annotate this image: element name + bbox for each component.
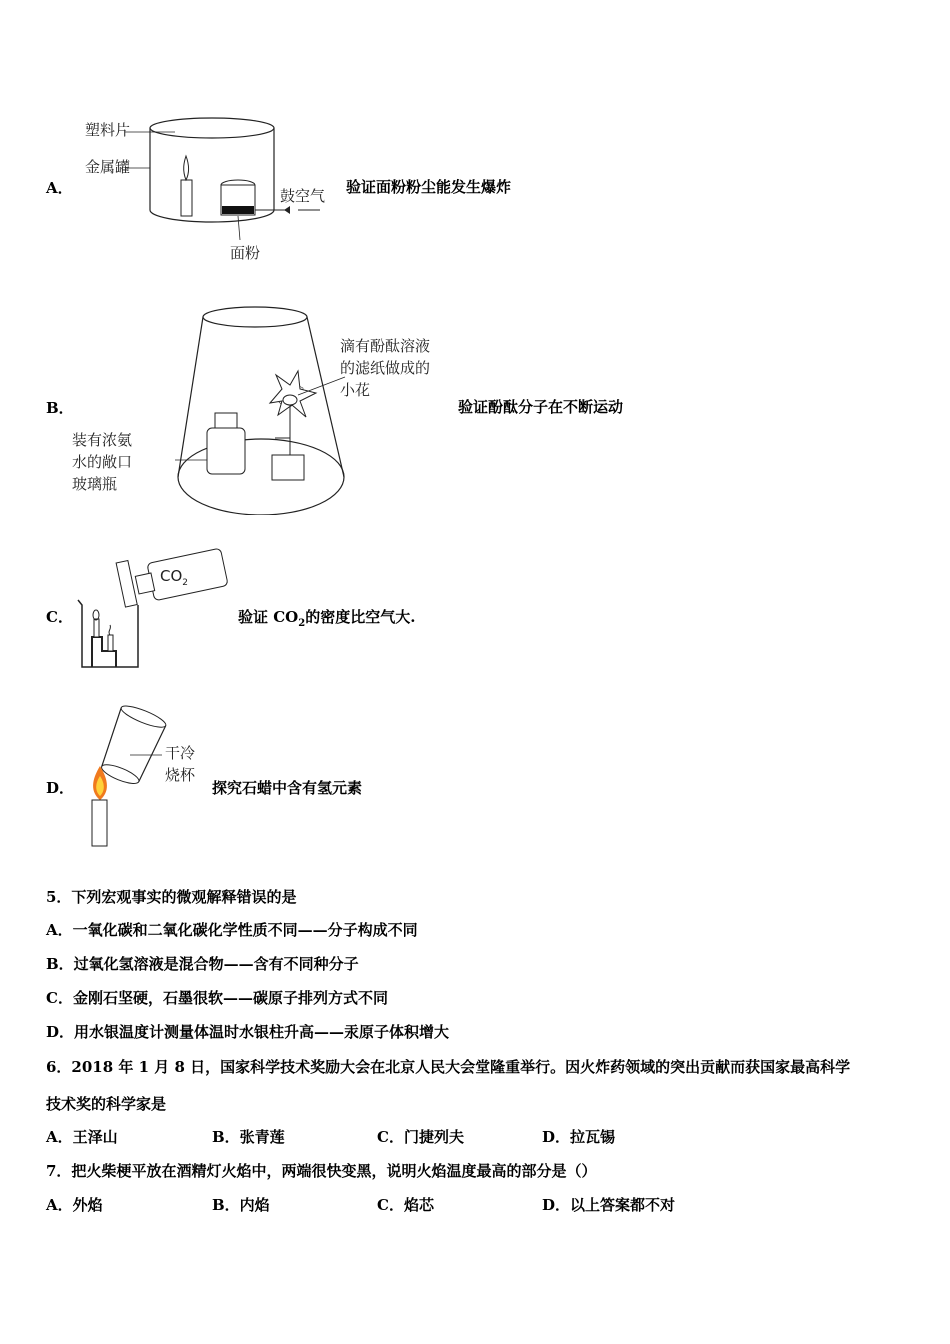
q5-option-c: C．金刚石坚硬，石墨很软——碳原子排列方式不同 — [46, 989, 388, 1007]
phenolphthalein-diagram — [60, 295, 460, 515]
label-flour: 面粉 — [230, 244, 261, 262]
q7-stem: 7．把火柴梗平放在酒精灯火焰中，两端很快变黑，说明火焰温度最高的部分是（） — [46, 1162, 597, 1180]
label-blow-air: 鼓空气 — [280, 187, 326, 205]
q5-option-a: A．一氧化碳和二氧化碳化学性质不同——分子构成不同 — [46, 921, 418, 939]
option-b-caption: 验证酚酞分子在不断运动 — [458, 398, 624, 416]
option-c-caption: 验证 $CO_2$的密度比空气大. — [238, 608, 416, 629]
q6-option-a: A．王泽山 — [46, 1128, 118, 1146]
label-bottle-line2: 水的敞口 — [72, 453, 133, 471]
q6-stem-line1: 6．2018 年 1 月 8 日，国家科学技术奖励大会在北京人民大会堂隆重举行。因火炸药领域的突出贡献而获国家最高科学 — [46, 1058, 851, 1076]
q5-stem: 5．下列宏观事实的微观解释错误的是 — [46, 888, 297, 906]
option-c-letter: C． — [46, 608, 73, 626]
option-a-letter: A． — [46, 179, 73, 197]
q7-option-d: D．以上答案都不对 — [542, 1196, 676, 1214]
label-cup-line1: 干冷 — [165, 744, 196, 762]
option-d-letter: D． — [46, 779, 75, 797]
q6-option-d: D．拉瓦锡 — [542, 1128, 616, 1146]
option-a-caption: 验证面粉粉尘能发生爆炸 — [346, 178, 512, 196]
label-bottle-line1: 装有浓氨 — [72, 431, 133, 449]
label-bottle-line3: 玻璃瓶 — [72, 475, 118, 493]
q6-option-c: C．门捷列夫 — [377, 1128, 464, 1146]
flour-explosion-diagram — [80, 110, 350, 270]
label-plastic: 塑料片 — [85, 121, 131, 139]
option-d-caption: 探究石蜡中含有氢元素 — [212, 779, 363, 797]
q5-option-d: D．用水银温度计测量体温时水银柱升高——汞原子体积增大 — [46, 1023, 450, 1041]
label-flower-line3: 小花 — [340, 381, 371, 399]
q7-option-a: A．外焰 — [46, 1196, 103, 1214]
option-b-letter: B． — [46, 399, 74, 417]
q7-option-c: C．焰芯 — [377, 1196, 434, 1214]
label-cup-line2: 烧杯 — [165, 766, 196, 784]
q6-stem-line2: 技术奖的科学家是 — [46, 1095, 167, 1113]
label-co2-gas: $CO_2$ — [160, 567, 189, 588]
q7-option-b: B．内焰 — [212, 1196, 270, 1214]
label-flower-line1: 滴有酚酞溶液 — [340, 337, 431, 355]
q6-option-b: B．张青莲 — [212, 1128, 285, 1146]
q5-option-b: B．过氧化氢溶液是混合物——含有不同种分子 — [46, 955, 359, 973]
label-metal-can: 金属罐 — [85, 158, 131, 176]
co2-density-diagram — [70, 545, 230, 675]
label-flower-line2: 的滤纸做成的 — [340, 359, 431, 377]
paraffin-hydrogen-diagram — [70, 700, 210, 850]
